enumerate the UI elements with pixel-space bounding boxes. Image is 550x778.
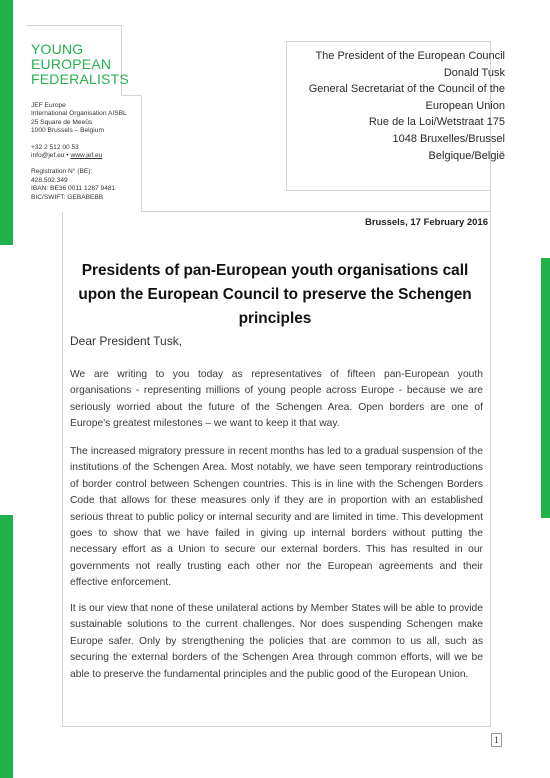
sender-street: 25 Square de Meeûs <box>31 118 93 126</box>
sender-org-type: International Organisation AISBL <box>31 110 127 118</box>
logo-line-1: YOUNG <box>31 41 84 57</box>
letterhead-frame-shelf <box>121 95 141 96</box>
letterhead-frame-right-lower <box>141 95 142 212</box>
recipient-line-6: 1048 Bruxelles/Brussel <box>392 132 505 145</box>
sender-bic: BIC/SWIFT: GEBABEBB <box>31 193 104 201</box>
body-paragraph-1: We are writing to you today as representatives of fifteen pan-European youth organisations - representing millions of young people across Europe - because we are seriously worried about the future of the Schengen Area. Open borders are one of Europe's greatest milestones – we want to keep it that way. <box>70 369 483 430</box>
sender-spacer <box>31 136 127 144</box>
recipient-box-left <box>286 41 287 191</box>
logo-line-2: EUROPEAN <box>31 56 112 72</box>
organisation-logo <box>31 42 129 87</box>
sender-email-link[interactable]: info@jef.eu <box>31 152 65 160</box>
letter-salutation: Dear President Tusk, <box>70 334 183 348</box>
page-number: 1 <box>491 733 502 747</box>
sender-org-name: JEF Europe <box>31 102 66 109</box>
letter-date: Brussels, 17 February 2016 <box>364 217 488 228</box>
recipient-line-3: General Secretariat of the Council of the <box>308 83 505 96</box>
left-accent-bar-bottom <box>0 515 13 778</box>
sender-phone: +32 2 512 00 53 <box>31 143 79 151</box>
recipient-line-1: The President of the European Council <box>315 50 505 62</box>
recipient-box-top <box>286 41 490 42</box>
right-accent-bar <box>541 258 550 518</box>
sender-separator: • <box>64 152 71 160</box>
logo-line-3: FEDERALISTS <box>31 71 129 87</box>
recipient-line-2: Donald Tusk <box>443 66 505 79</box>
recipient-box-bottom <box>286 190 490 191</box>
letterhead-frame-bottom <box>141 211 490 212</box>
sender-city: 1000 Brussels – Belgium <box>31 127 104 135</box>
sender-address-block <box>31 102 127 202</box>
left-accent-bar-top <box>0 0 13 245</box>
sender-contact-line <box>31 152 127 160</box>
content-frame-bottom <box>62 726 491 727</box>
letter-headline: Presidents of pan-European youth organisations call upon the European Council to preserve the Schengen principles <box>78 262 472 327</box>
sender-iban: IBAN: BE36 0011 1287 9481 <box>31 185 116 193</box>
body-paragraph-2: The increased migratory pressure in recent months has led to a gradual suspension of the institutions of the Schengen Area. Most notably, we have seen temporary reintroductions of border control between Schengen countries. This is in line with the Schengen Borders Code that allows for these measures only if they are in proportion with an established serious threat to public policy or internal security and are limited in time. This development goes to show that we have failed in giving up internal borders without putting the necessary effort as a Union to secure our external borders. This has resulted in our governments not really trusting each other nor the European agreements and their effective enforcement. <box>70 446 483 589</box>
recipient-line-5: Rue de la Loi/Wetstraat 175 <box>368 116 505 129</box>
sender-registration-number: 428.502.349 <box>31 176 68 184</box>
body-paragraph-3: It is our view that none of these unilateral actions by Member States will be able to provide sustainable solutions to the current challenges. Nor does suspending Schengen make Europe safer. Only by strengthening the policies that are common to us all, such as securing the external borders of the Schengen Area through common efforts, will we be able to preserve the fundamental principles and the public good of the European Union. <box>70 603 483 680</box>
sender-website-link[interactable]: www.jef.eu <box>70 152 103 160</box>
recipient-address-block <box>309 48 505 164</box>
letterhead-frame-top <box>26 25 121 26</box>
recipient-line-7: Belgique/België <box>428 149 505 162</box>
recipient-line-4: European Union <box>425 99 505 112</box>
sender-registration-label: Registration N° (BE): <box>31 168 93 176</box>
